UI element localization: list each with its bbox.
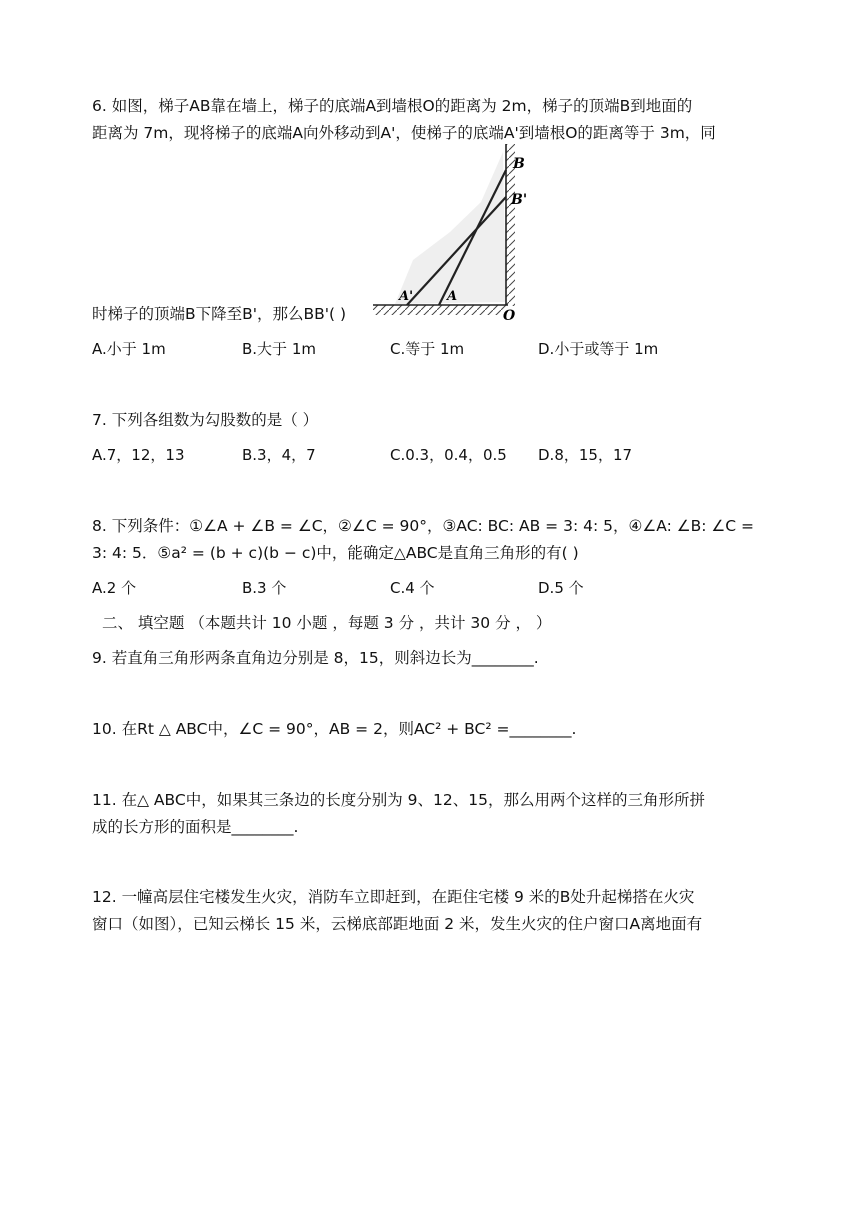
ground-hatching bbox=[373, 305, 508, 315]
label-a: A bbox=[447, 289, 458, 304]
q6-text-line-3: 时梯子的顶端B下降至B'，那么BB'( ) bbox=[92, 305, 347, 323]
q6-text-line-2: 距离为 7m，现将梯子的底端A向外移动到A'，使梯子的底端A'到墙根O的距离等于 3m，同 bbox=[92, 124, 716, 142]
q9-text-line-1: 9. 若直角三角形两条直角边分别是 8，15，则斜边长为________. bbox=[92, 649, 539, 667]
q6-text-line-1: 6. 如图，梯子AB靠在墙上，梯子的底端A到墙根O的距离为 2m，梯子的顶端B到地面的 bbox=[92, 97, 693, 115]
q8-option-b: B.3 个 bbox=[242, 579, 287, 597]
q8-option-d: D.5 个 bbox=[538, 579, 584, 597]
q6-option-a: A.小于 1m bbox=[92, 340, 166, 358]
q6-option-b: B.大于 1m bbox=[242, 340, 316, 358]
q6-option-c: C.等于 1m bbox=[390, 340, 465, 358]
q6-option-d: D.小于或等于 1m bbox=[538, 340, 659, 358]
q7-option-b: B.3，4，7 bbox=[242, 446, 316, 464]
q7-option-a: A.7，12，13 bbox=[92, 446, 185, 464]
q11-text-line-2: 成的长方形的面积是________. bbox=[92, 818, 299, 836]
label-b-prime: B' bbox=[511, 192, 528, 208]
label-a-prime: A' bbox=[399, 289, 414, 304]
q7-option-c: C.0.3，0.4，0.5 bbox=[390, 446, 507, 464]
ladder-figure bbox=[365, 142, 535, 324]
q8-option-c: C.4 个 bbox=[390, 579, 435, 597]
q7-text-line-1: 7. 下列各组数为勾股数的是（ ） bbox=[92, 411, 319, 429]
label-o: O bbox=[503, 308, 516, 324]
section-2-heading: 二、 填空题 （本题共计 10 小题 ，每题 3 分 ，共计 30 分 ， ） bbox=[102, 614, 552, 632]
q8-text-line-2: 3: 4: 5．⑤a² = (b + c)(b − c)中，能确定△ABC是直角三角形的有( ) bbox=[92, 544, 579, 562]
q8-option-a: A.2 个 bbox=[92, 579, 137, 597]
q11-text-line-1: 11. 在△ ABC中，如果其三条边的长度分别为 9、12、15，那么用两个这样的三角形所拼 bbox=[92, 791, 705, 809]
q12-text-line-1: 12. 一幢高层住宅楼发生火灾，消防车立即赶到，在距住宅楼 9 米的B处升起梯搭在火灾 bbox=[92, 888, 695, 906]
q12-text-line-2: 窗口（如图），已知云梯长 15 米，云梯底部距地面 2 米，发生火灾的住户窗口A离地面有 bbox=[92, 915, 703, 933]
label-b: B bbox=[513, 156, 525, 172]
q8-text-line-1: 8. 下列条件：①∠A + ∠B = ∠C，②∠C = 90°，③AC: BC: AB = 3: 4: 5，④∠A: ∠B: ∠C = bbox=[92, 517, 755, 535]
q7-option-d: D.8，15，17 bbox=[538, 446, 633, 464]
q10-text-line-1: 10. 在Rt △ ABC中，∠C = 90°，AB = 2，则AC² + BC² =________. bbox=[92, 720, 577, 738]
